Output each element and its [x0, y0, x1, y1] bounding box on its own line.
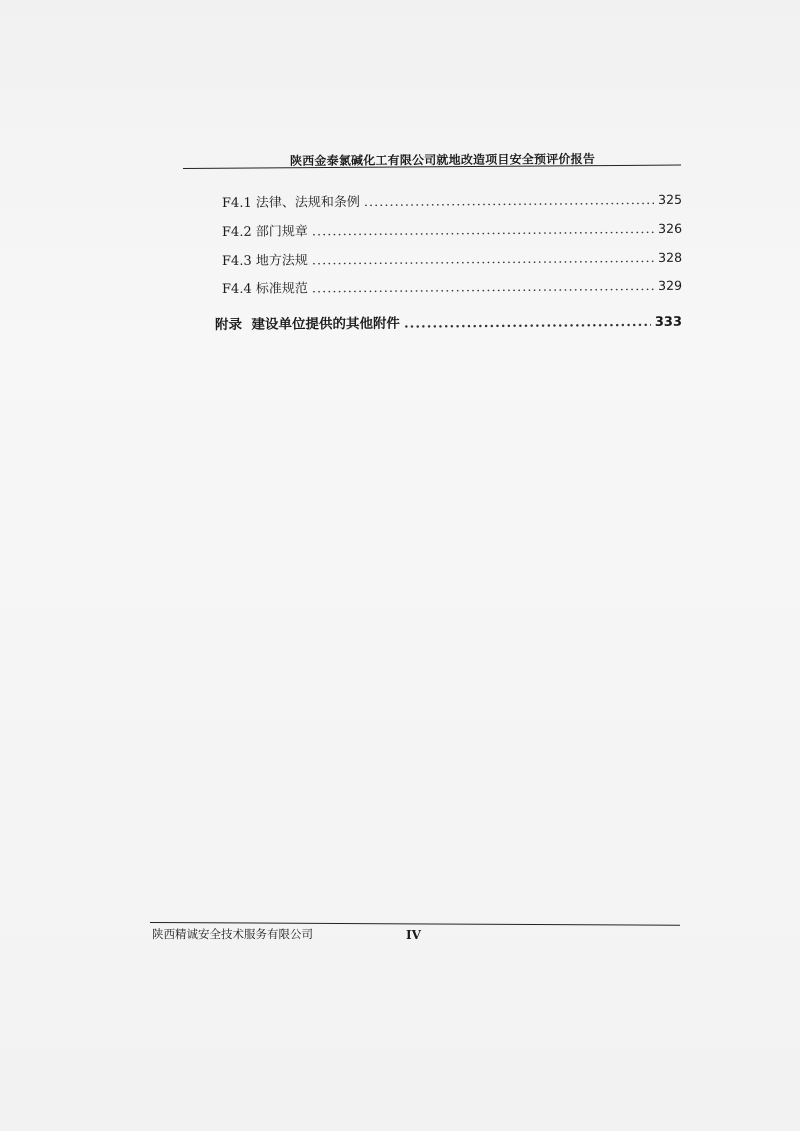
toc-entry-label: F4.4 标准规范 [221, 281, 308, 297]
toc-entry-f4-1[interactable] [222, 189, 682, 211]
toc-dot-leader [312, 279, 654, 296]
footer-company-name: 陕西精诚安全技术服务有限公司 [152, 927, 313, 941]
toc-dot-leader [312, 222, 654, 239]
toc-dot-leader [364, 193, 654, 210]
footer-page-number: IV [406, 928, 421, 942]
toc-dot-leader [312, 251, 654, 268]
toc-entry-label: F4.3 地方法规 [221, 253, 308, 269]
toc-entry-f4-4[interactable] [222, 275, 682, 297]
toc-entry-page: 329 [658, 277, 683, 293]
toc-entry-page: 326 [658, 220, 683, 236]
toc-entry-page: 325 [658, 191, 683, 207]
toc-entry-f4-3[interactable] [222, 247, 682, 269]
toc-entry-f4-2[interactable] [222, 218, 682, 240]
report-header-title: 陕西金泰氯碱化工有限公司就地改造项目安全预评价报告 [289, 151, 596, 169]
toc-dot-leader [404, 314, 651, 332]
toc-entry-label: F4.1 法律、法规和条例 [221, 195, 360, 211]
toc-entry-label: F4.2 部门规章 [221, 224, 308, 240]
toc-entry-page: 328 [658, 249, 683, 265]
toc-entry-page: 333 [654, 314, 683, 330]
toc-entry-label: 附录 建设单位提供的其他附件 [214, 315, 400, 333]
toc-entry-appendix[interactable] [215, 310, 682, 333]
